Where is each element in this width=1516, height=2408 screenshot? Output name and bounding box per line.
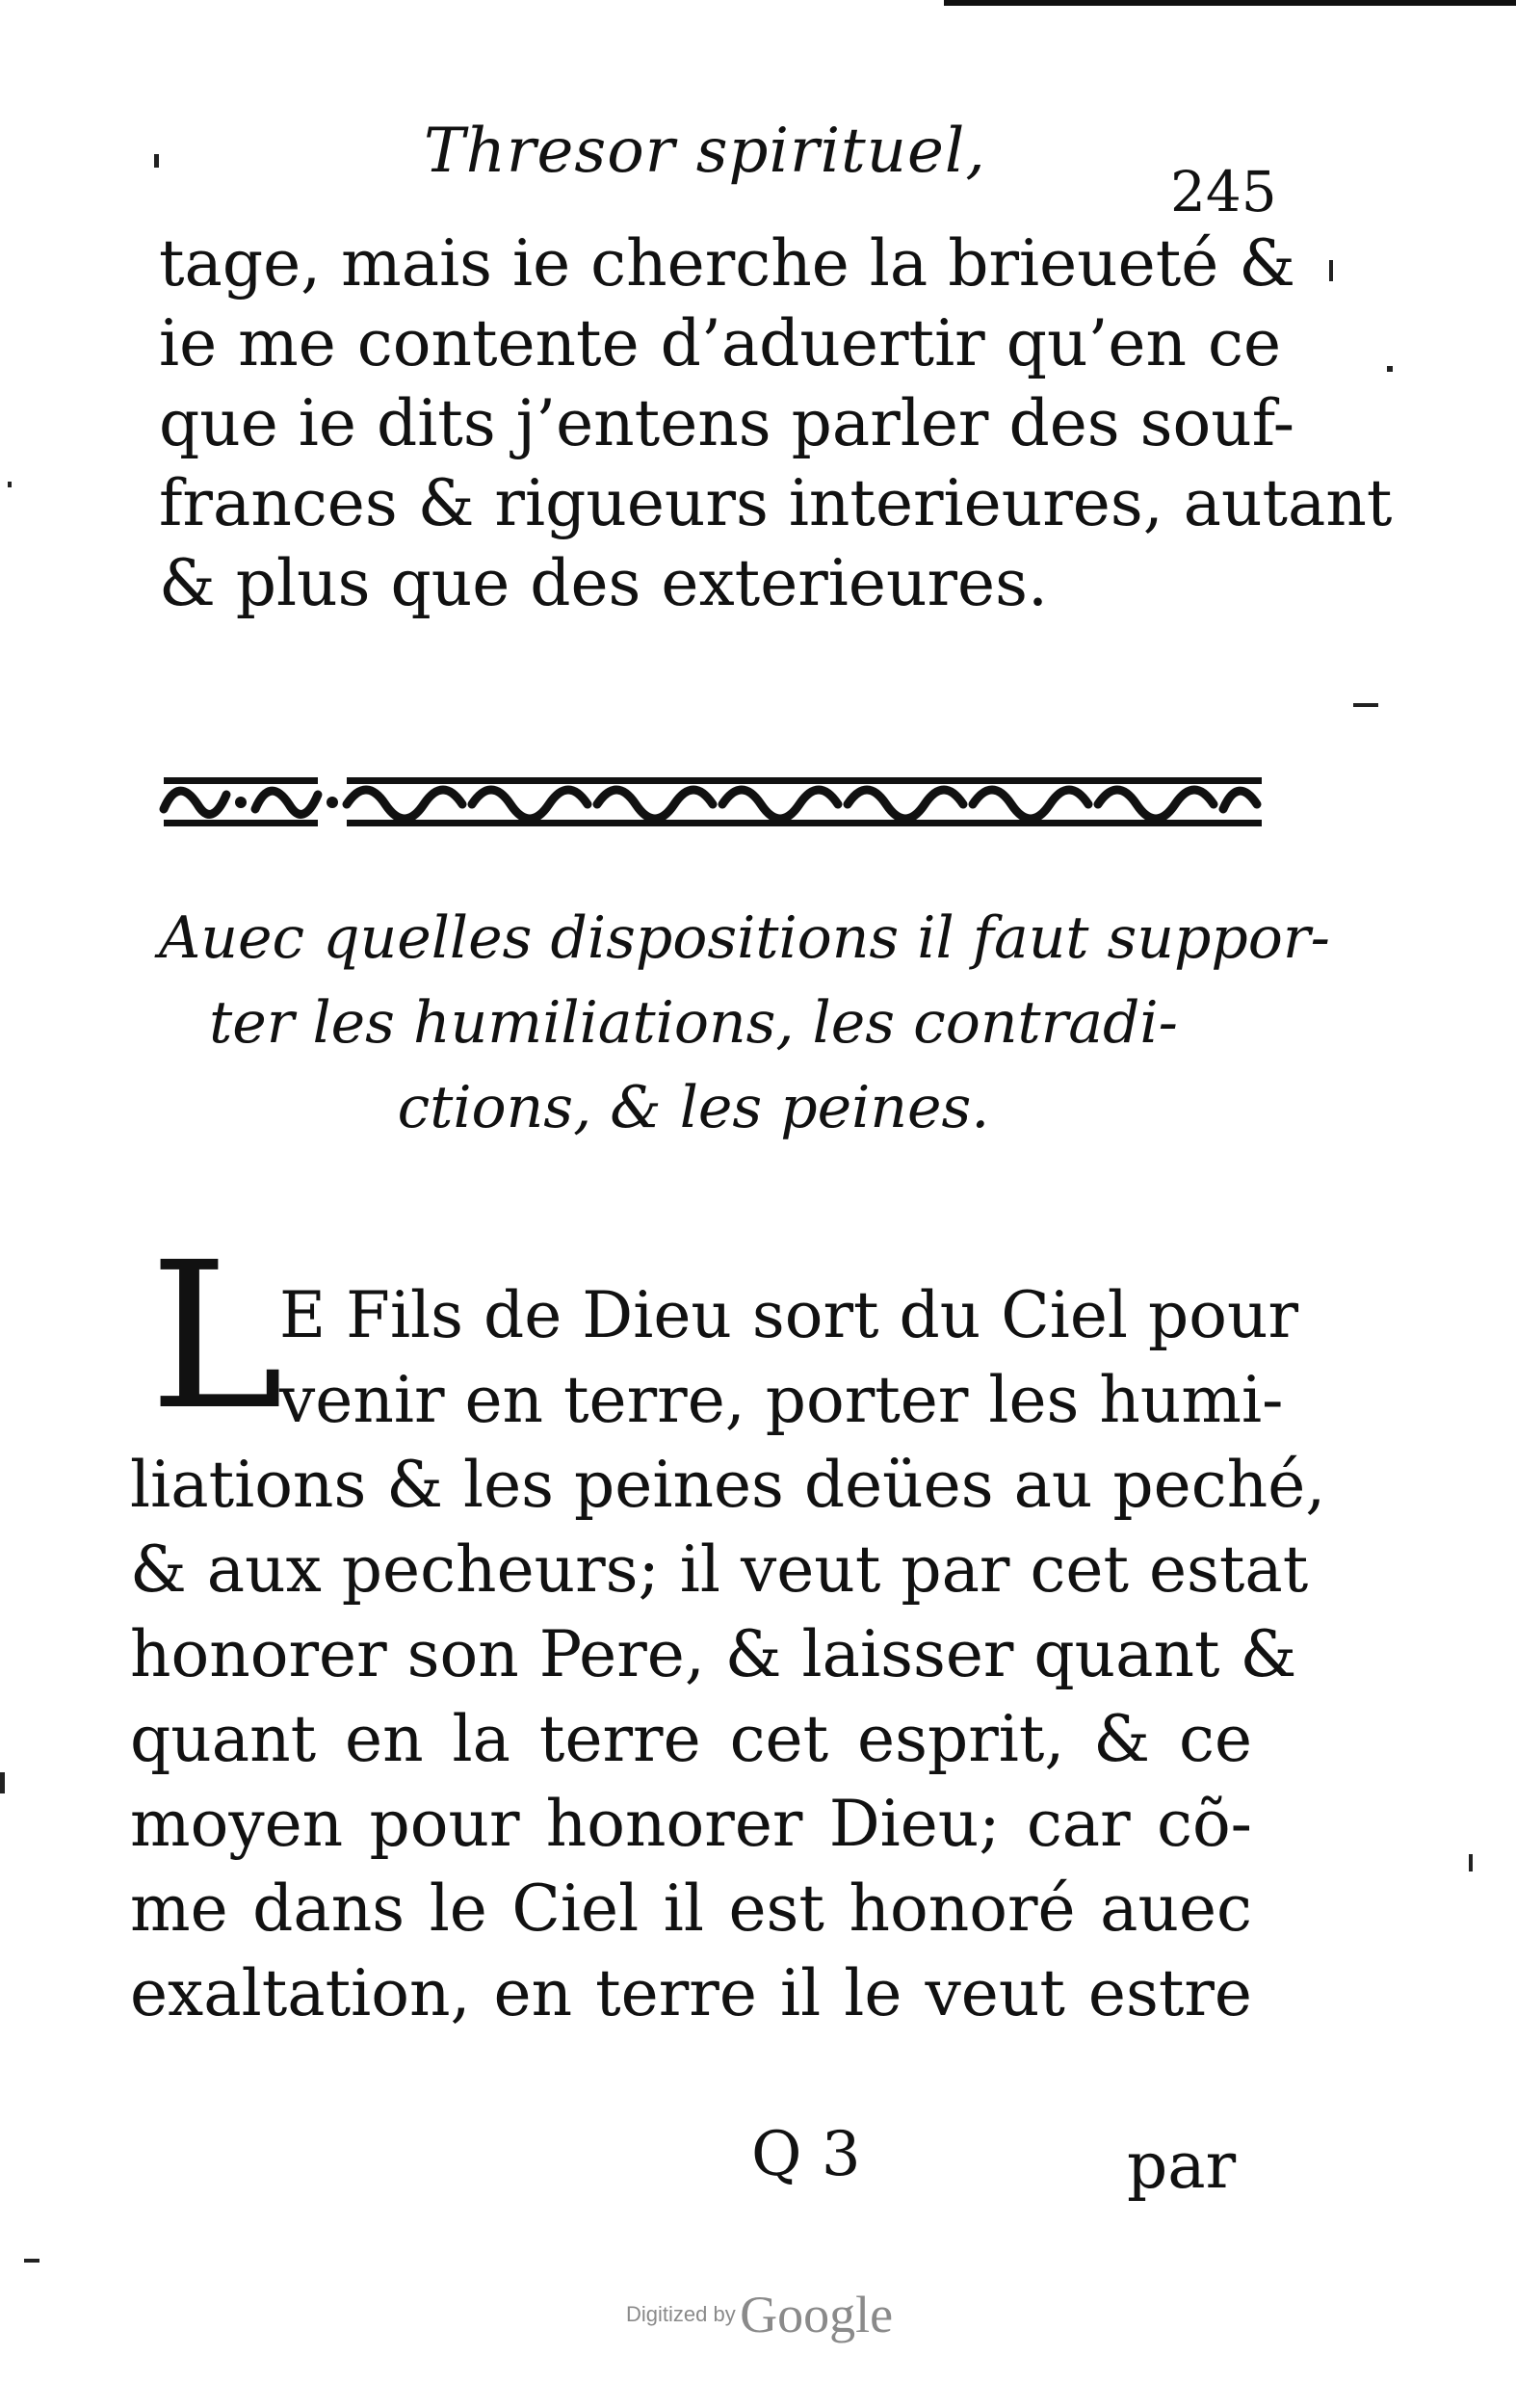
ink-speck — [1329, 260, 1333, 281]
text-line: honorer son Pere, & laisser quant & — [130, 1617, 1297, 1691]
text-line: que ie dits j’entens parler des souf- — [159, 386, 1295, 460]
page-edge-rule — [944, 0, 1516, 6]
paragraph-text — [130, 1273, 1326, 2036]
ink-speck — [1469, 1854, 1473, 1871]
ink-speck — [1387, 366, 1393, 372]
ink-speck — [1353, 703, 1378, 707]
text-line: moyen pour honorer Dieu; car cõ- — [130, 1787, 1252, 1861]
catchword: par — [1127, 2129, 1237, 2203]
text-line: quant en la terre cet esprit, & ce — [130, 1702, 1252, 1776]
running-title: Thresor spirituel, — [424, 116, 986, 187]
watermark-brand: Google — [740, 2286, 894, 2343]
text-line: me dans le Ciel il est honoré auec — [130, 1871, 1252, 1946]
signature-mark: Q 3 — [751, 2119, 861, 2190]
text-line: venir en terre, porter les humi- — [279, 1363, 1284, 1437]
continued-text — [159, 223, 1393, 623]
page-number: 245 — [1170, 159, 1277, 224]
ink-speck — [8, 482, 12, 487]
text-line: ie me contente d’aduertir qu’en ce — [159, 306, 1281, 380]
heading-line: ctions, & les peines. — [397, 1074, 990, 1141]
chapter-heading — [159, 896, 1330, 1150]
ink-speck — [154, 154, 159, 168]
ink-speck — [0, 1772, 5, 1793]
text-line: E Fils de Dieu sort du Ciel pour — [279, 1278, 1299, 1352]
watermark-prefix: Digitized by — [626, 2302, 736, 2326]
heading-line: ter les humiliations, les contradi- — [209, 989, 1178, 1057]
text-line: exaltation, en terre il le veut estre — [130, 1956, 1252, 2030]
text-line: & plus que des exterieures. — [159, 546, 1048, 620]
drop-cap: L — [149, 1218, 284, 1454]
text-line: frances & rigueurs interieures, autant — [159, 466, 1393, 540]
text-line: liations & les peines deües au peché, — [130, 1448, 1326, 1522]
heading-line: Auec quelles dispositions il faut suppor- — [159, 904, 1330, 972]
digitized-watermark — [626, 2285, 893, 2344]
decorative-ornament-band — [154, 766, 1271, 833]
text-line: & aux pecheurs; il veut par cet estat — [130, 1532, 1309, 1607]
ink-speck — [24, 2259, 39, 2263]
text-line: tage, mais ie cherche la brieueté & — [159, 226, 1296, 301]
